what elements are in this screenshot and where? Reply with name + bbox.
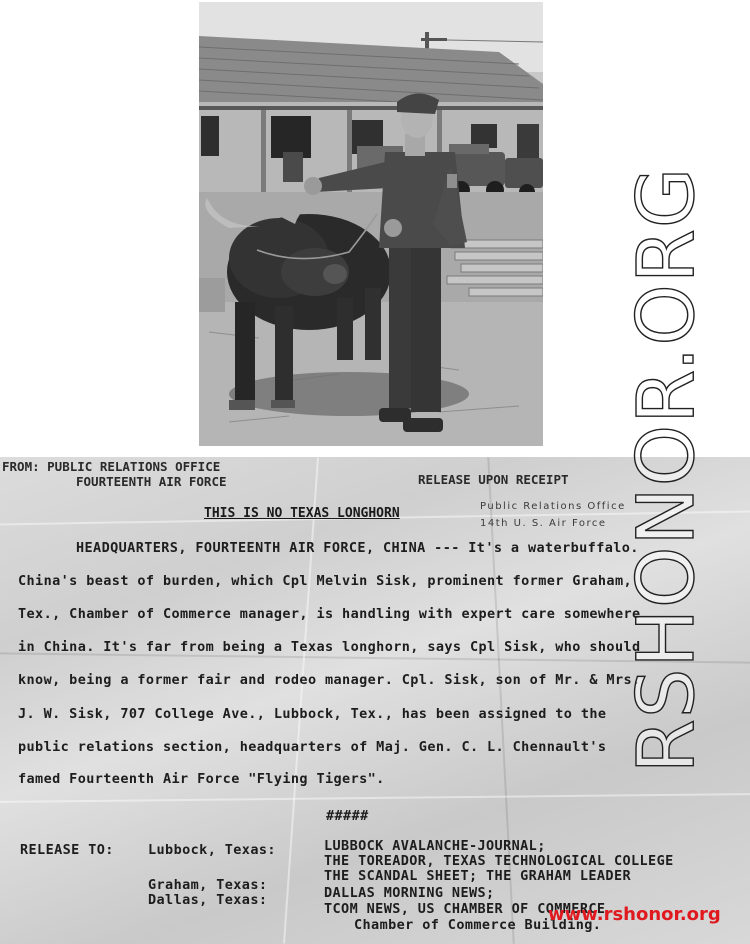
dist-outlet: THE SCANDAL SHEET; THE GRAHAM LEADER <box>324 868 631 884</box>
body-line-5: know, being a former fair and rodeo manager. Cpl. Sisk, son of Mr. & Mrs. <box>18 672 641 688</box>
body-line-8: famed Fourteenth Air Force "Flying Tigers". <box>18 771 385 787</box>
dist-outlet: TCOM NEWS, US CHAMBER OF COMMERCE <box>324 901 606 917</box>
organization-line: FOURTEENTH AIR FORCE <box>76 474 227 489</box>
dist-outlet: LUBBOCK AVALANCHE-JOURNAL; <box>324 838 546 854</box>
watermark-url: www.rshonor.org <box>548 904 721 925</box>
body-line-4: in China. It's far from being a Texas longhorn, says Cpl Sisk, who should <box>18 639 641 655</box>
dist-outlet: DALLAS MORNING NEWS; <box>324 885 495 901</box>
release-to-label: RELEASE TO: <box>20 842 114 858</box>
dist-place-graham: Graham, Texas: <box>148 877 268 893</box>
dist-outlet: Chamber of Commerce Building. <box>354 917 602 933</box>
separator: ##### <box>326 808 369 824</box>
body-line-7: public relations section, headquarters of Maj. Gen. C. L. Chennault's <box>18 739 607 755</box>
release-note: RELEASE UPON RECEIPT <box>418 472 569 487</box>
dist-outlet: THE TOREADOR, TEXAS TECHNOLOGICAL COLLEGE <box>324 853 674 869</box>
body-line-3: Tex., Chamber of Commerce manager, is handling with expert care somewhere <box>18 606 641 622</box>
watermark-text: RSHONOR.ORG <box>622 166 712 774</box>
release-headline: THIS IS NO TEXAS LONGHORN <box>204 506 400 521</box>
body-line-6: J. W. Sisk, 707 College Ave., Lubbock, Tex., has been assigned to the <box>18 706 607 722</box>
body-line-2: China's beast of burden, which Cpl Melvin Sisk, prominent former Graham, <box>18 573 632 589</box>
body-line-1: HEADQUARTERS, FOURTEENTH AIR FORCE, CHINA --- It's a waterbuffalo. <box>76 540 639 556</box>
dist-place-dallas: Dallas, Texas: <box>148 892 268 908</box>
dist-place-lubbock: Lubbock, Texas: <box>148 842 276 858</box>
from-line: FROM: PUBLIC RELATIONS OFFICE <box>2 459 221 474</box>
press-release-document <box>0 457 750 944</box>
office-stamp-line1: Public Relations Office <box>480 501 626 512</box>
office-stamp-line2: 14th U. S. Air Force <box>480 518 607 529</box>
photo-soldier-water-buffalo <box>199 2 543 446</box>
historical-photo <box>199 2 543 446</box>
